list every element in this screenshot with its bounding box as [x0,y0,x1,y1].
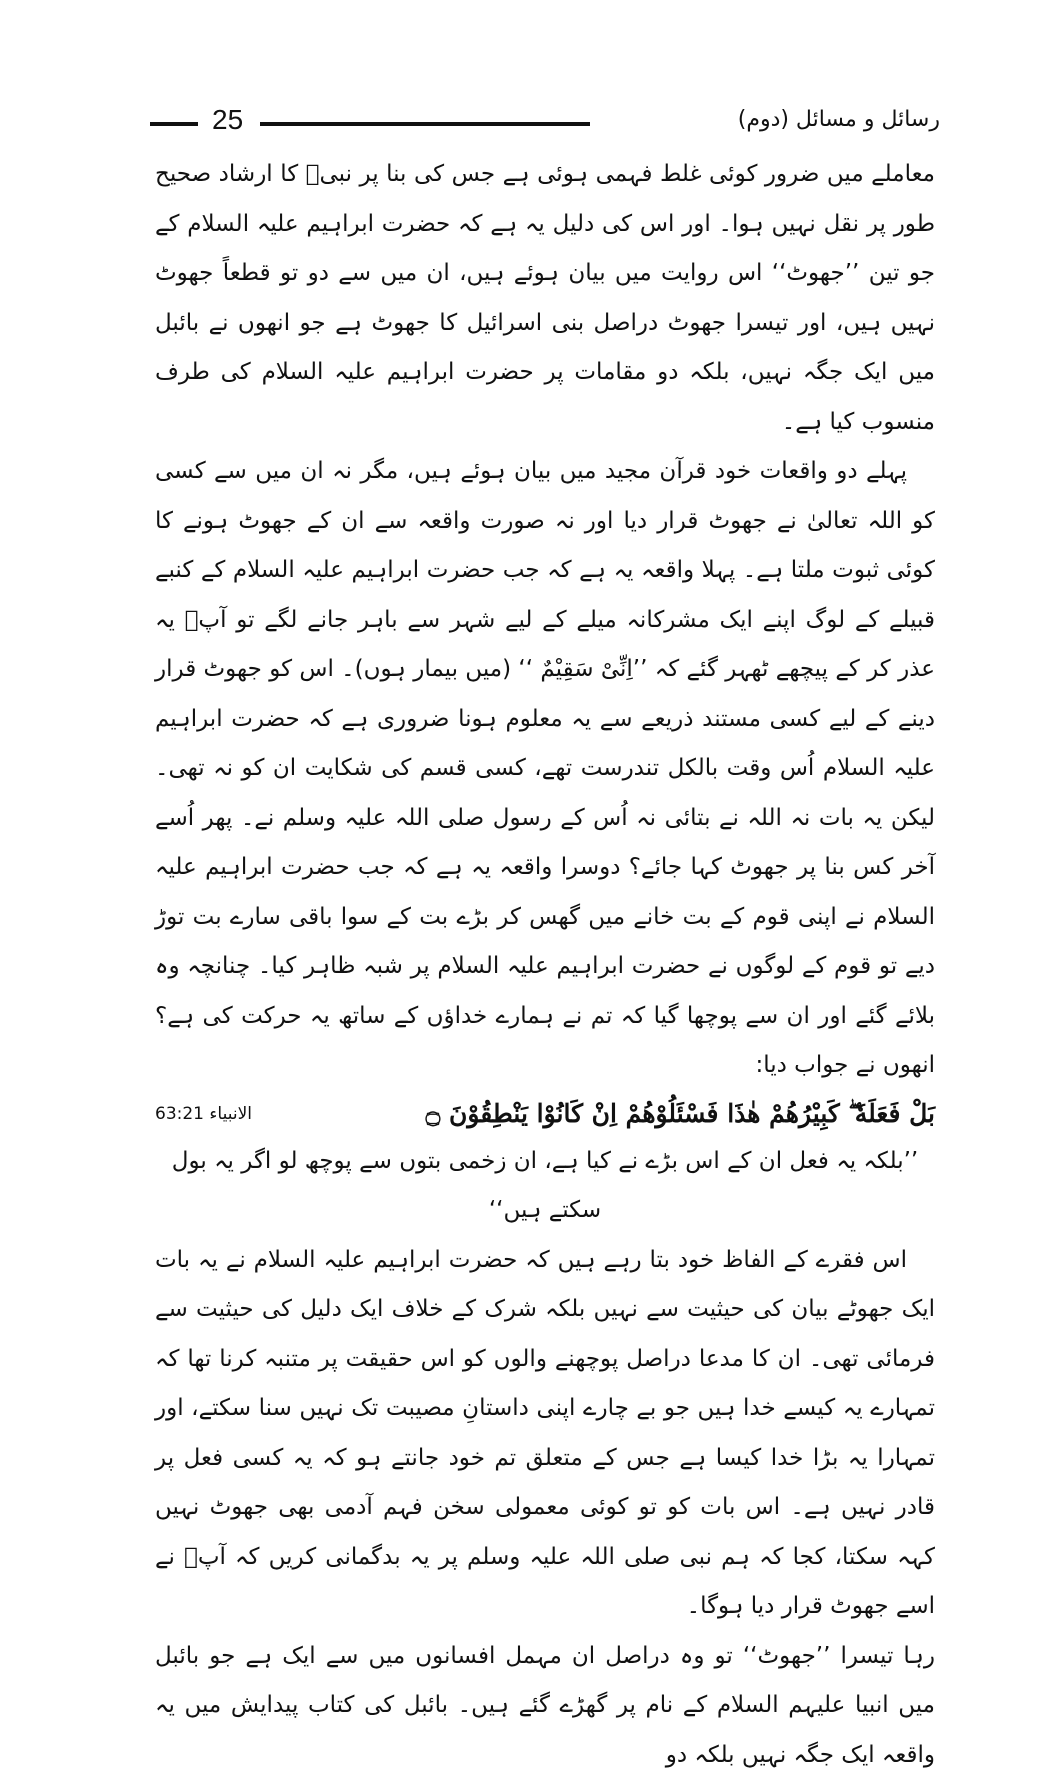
quran-verse: بَلْ فَعَلَهٗ ۖ كَبِيْرُهُمْ هٰذَا فَسْئَلُوْهُمْ اِنْ كَانُوْا يَنْطِقُوْنَ ۝ [426,1091,935,1137]
header-rule-middle [260,122,590,126]
paragraph: اس فقرے کے الفاظ خود بتا رہے ہیں کہ حضرت ابراہیم علیہ السلام نے یہ بات ایک جھوٹے بیان کی حیثیت سے نہیں بلکہ شرک کے خلاف ایک دلیل کی حیثیت سے فرمائی تھی۔ ان کا مدعا دراصل پوچھنے والوں کو اس حقیقت پر متنبہ کرنا تھا کہ تمہارے یہ کیسے خدا ہیں جو بے چارے اپنی داستانِ مصیبت تک نہیں سنا سکتے، اور تمہارا یہ بڑا خدا کیسا ہے جس کے متعلق تم خود جانتے ہو کہ یہ کسی فعل پر قادر نہیں ہے۔ اس بات کو تو کوئی معمولی سخن فہم آدمی بھی جھوٹ نہیں کہہ سکتا، کجا کہ ہم نبی صلی اللہ علیہ وسلم پر یہ بدگمانی کریں کہ آپؐ نے اسے جھوٹ قرار دیا ہوگا۔ [155,1236,935,1632]
paragraph: رہا تیسرا ’’جھوٹ‘‘ تو وہ دراصل ان مہمل افسانوں میں سے ایک ہے جو بائبل میں انبیا علیہم السلام کے نام پر گھڑے گئے ہیں۔ بائبل کی کتاب پیدایش میں یہ واقعہ ایک جگہ نہیں بلکہ دو [155,1632,935,1780]
verse-reference: الانبیاء 63:21 [155,1091,252,1137]
header-rule-left [150,122,198,126]
paragraph: معاملے میں ضرور کوئی غلط فہمی ہوئی ہے جس کی بنا پر نبیؐ کا ارشاد صحیح طور پر نقل نہیں ہوا۔ اور اس کی دلیل یہ ہے کہ حضرت ابراہیم علیہ السلام کے جو تین ’’جھوٹ‘‘ اس روایت میں بیان ہوئے ہیں، ان میں سے دو تو قطعاً جھوٹ نہیں ہیں، اور تیسرا جھوٹ دراصل بنی اسرائیل کا جھوٹ ہے جو انھوں نے بائبل میں ایک جگہ نہیں، بلکہ دو مقامات پر حضرت ابراہیم علیہ السلام کی طرف منسوب کیا ہے۔ [155,150,935,447]
book-title: رسائل و مسائل (دوم) [738,100,940,140]
body-text [155,150,935,1780]
quran-verse-block [155,1091,935,1137]
paragraph: پہلے دو واقعات خود قرآن مجید میں بیان ہوئے ہیں، مگر نہ ان میں سے کسی کو اللہ تعالیٰ نے جھوٹ قرار دیا اور نہ صورت واقعہ سے ان کے جھوٹ ہونے کا کوئی ثبوت ملتا ہے۔ پہلا واقعہ یہ ہے کہ جب حضرت ابراہیم علیہ السلام کے کنبے قبیلے کے لوگ اپنے ایک مشرکانہ میلے کے لیے شہر سے باہر جانے لگے تو آپؑ یہ عذر کر کے پیچھے ٹھہر گئے کہ ’’اِنِّیْ سَقِیْمٌ ‘‘ (میں بیمار ہوں)۔ اس کو جھوٹ قرار دینے کے لیے کسی مستند ذریعے سے یہ معلوم ہونا ضروری ہے کہ حضرت ابراہیم علیہ السلام اُس وقت بالکل تندرست تھے، کسی قسم کی شکایت ان کو نہ تھی۔ لیکن یہ بات نہ اللہ نے بتائی نہ اُس کے رسول صلی اللہ علیہ وسلم نے۔ پھر اُسے آخر کس بنا پر جھوٹ کہا جائے؟ دوسرا واقعہ یہ ہے کہ جب حضرت ابراہیم علیہ السلام نے اپنی قوم کے بت خانے میں گھس کر بڑے بت کے سوا باقی سارے بت توڑ دیے تو قوم کے لوگوں نے حضرت ابراہیم علیہ السلام پر شبہ ظاہر کیا۔ چنانچہ وہ بلائے گئے اور ان سے پوچھا گیا کہ تم نے ہمارے خداؤں کے ساتھ یہ حرکت کی ہے؟ انھوں نے جواب دیا: [155,447,935,1091]
page-number: 25 [212,100,243,140]
verse-translation: ’’بلکہ یہ فعل ان کے اس بڑے نے کیا ہے، ان زخمی بتوں سے پوچھ لو اگر یہ بول سکتے ہیں‘‘ [155,1137,935,1236]
running-header [150,100,940,140]
